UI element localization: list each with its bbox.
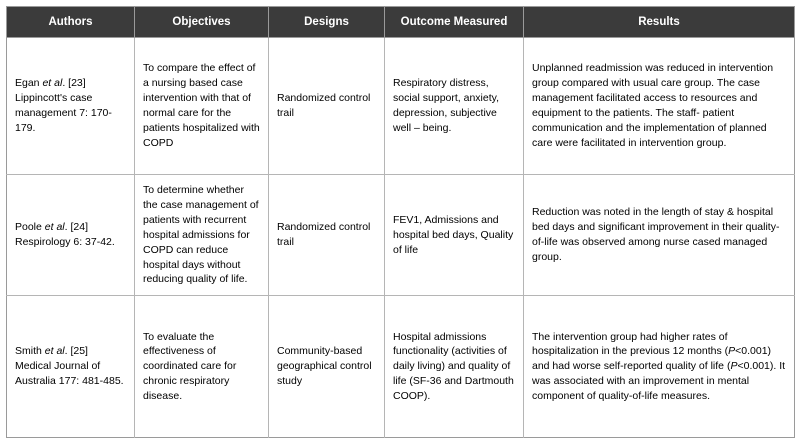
table-row: [7, 38, 795, 175]
authors-text-pre: Poole: [15, 221, 45, 234]
cell-objectives: To compare the effect of a nursing based case intervention with that of normal care for the patients hospitalized with COPD: [135, 38, 269, 175]
authors-text-post: . [23] Lippincott's case management 7: 170-179.: [15, 77, 112, 134]
results-text-italic1: P: [728, 345, 736, 358]
authors-text-pre: Smith: [15, 345, 45, 358]
cell-designs: Community-based geographical control study: [269, 296, 385, 438]
authors-text-italic: et al: [44, 345, 65, 358]
cell-designs: Randomized control trail: [269, 38, 385, 175]
results-text-part3: <0.001). It was associated with an improvement in mental component of quality-of-life measures.: [532, 360, 786, 403]
cell-outcome-measured: Hospital admissions functionality (activities of daily living) and quality of life (SF-36 and Dartmouth COOP).: [385, 296, 524, 438]
column-header-results: Results: [524, 7, 795, 38]
authors-text-post: . [24] Respirology 6: 37-42.: [15, 221, 115, 249]
cell-results: [524, 296, 795, 438]
column-header-authors: Authors: [7, 7, 135, 38]
cell-results: Unplanned readmission was reduced in intervention group compared with usual care group. The case management facilitated access to resources and equipment to the patients. The staff- patient communication and the implementation of planned care were facilitated in intervention group.: [524, 38, 795, 175]
authors-text-post: . [25] Medical Journal of Australia 177: 481-485.: [15, 345, 124, 388]
table-row: [7, 175, 795, 296]
cell-outcome-measured: FEV1, Admissions and hospital bed days, Quality of life: [385, 175, 524, 296]
results-text-part2: <0.001) and had worse self-reported quality of life (: [532, 345, 772, 373]
column-header-objectives: Objectives: [135, 7, 269, 38]
cell-objectives: To evaluate the effectiveness of coordinated care for chronic respiratory disease.: [135, 296, 269, 438]
cell-authors: [7, 296, 135, 438]
results-text-part1: The intervention group had higher rates of hospitalization in the previous 12 months (: [532, 330, 729, 358]
table-row: [7, 296, 795, 438]
results-text-italic2: P: [730, 360, 738, 373]
cell-objectives: To determine whether the case management of patients with recurrent hospital admissions for COPD can reduce hospital days without reducing quality of life.: [135, 175, 269, 296]
authors-text-italic: et al: [42, 77, 63, 90]
cell-outcome-measured: Respiratory distress, social support, anxiety, depression, subjective well – being.: [385, 38, 524, 175]
study-comparison-table: [6, 6, 795, 438]
cell-results: Reduction was noted in the length of stay & hospital bed days and significant improvement in their quality-of-life was observed among nurse cased managed group.: [524, 175, 795, 296]
cell-designs: Randomized control trail: [269, 175, 385, 296]
cell-authors: [7, 38, 135, 175]
table-header-row: [7, 7, 795, 38]
cell-authors: [7, 175, 135, 296]
column-header-designs: Designs: [269, 7, 385, 38]
authors-text-italic: et al: [44, 221, 65, 234]
authors-text-pre: Egan: [15, 77, 43, 90]
column-header-outcome-measured: Outcome Measured: [385, 7, 524, 38]
